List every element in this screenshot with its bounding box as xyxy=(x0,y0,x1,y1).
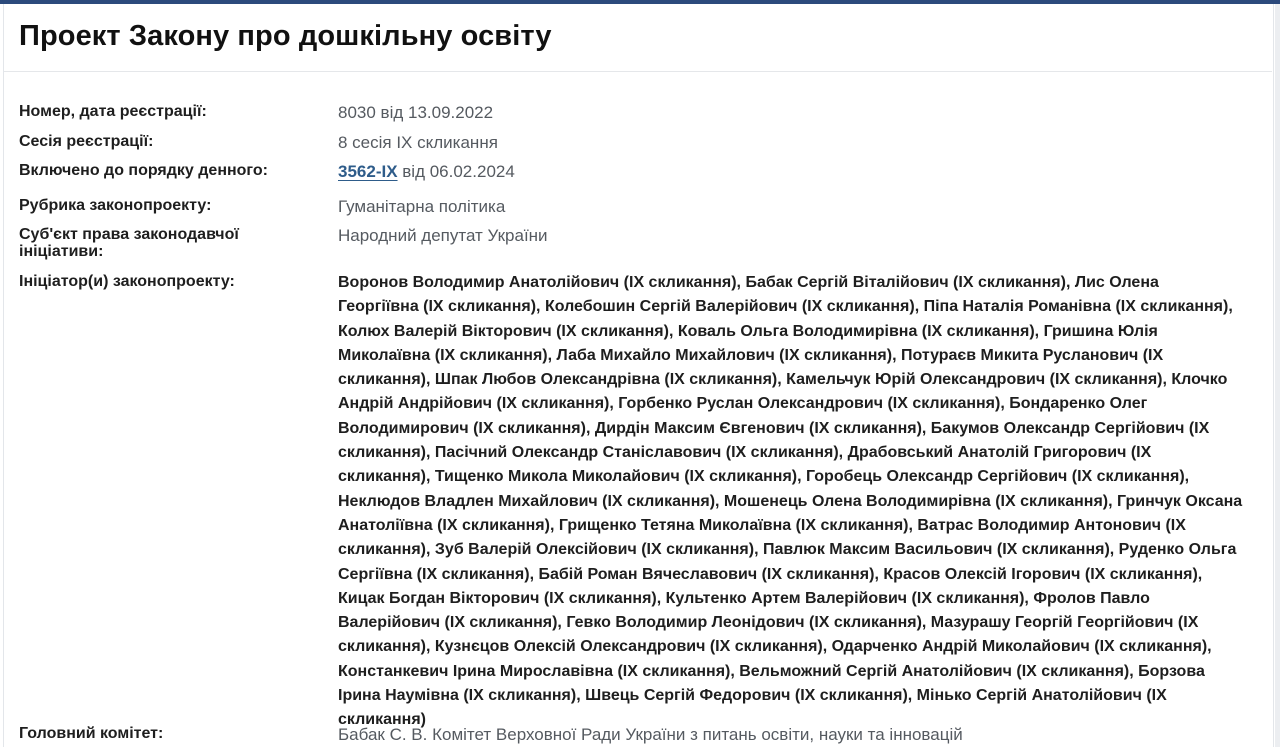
rubric-value: Гуманітарна політика xyxy=(338,197,506,216)
agenda-date: від 06.02.2024 xyxy=(397,162,515,181)
agenda-label: Включено до порядку денного: xyxy=(19,162,268,179)
subject-value: Народний депутат України xyxy=(338,226,548,245)
session-value: 8 сесія IX скликання xyxy=(338,133,498,152)
page-title: Проект Закону про дошкільну освіту xyxy=(19,20,552,52)
session-label: Сесія реєстрації: xyxy=(19,133,154,150)
subject-label: Суб'єкт права законодавчої ініціативи: xyxy=(19,226,239,260)
rubric-label: Рубрика законопроекту: xyxy=(19,197,212,214)
initiators-label: Ініціатор(и) законопроекту: xyxy=(19,273,235,290)
committee-label: Головний комітет: xyxy=(19,725,164,742)
agenda-value xyxy=(338,162,1248,182)
committee-value: Бабак С. В. Комітет Верховної Ради України з питань освіти, науки та інновацій xyxy=(338,725,963,744)
agenda-link[interactable]: 3562-IX xyxy=(338,162,398,181)
registration-value: 8030 від 13.09.2022 xyxy=(338,103,494,122)
title-divider xyxy=(4,71,1272,72)
initiators-list: Воронов Володимир Анатолійович (IX скликання), Бабак Сергій Віталійович (IX скликання), Лис Олена Георгіївна (IX скликання), Колебошин Сергій Валерійович (IX скликання), Піпа Наталія Романівна (IX скликання), Колюх Валерій Вікторович (IX скликання), Коваль Ольга Володимирівна (IX скликання), Гришина Юлія Миколаївна (IX скликання), Лаба Михайло Михайлович (IX скликання), Потураєв Микита Русланович (IX скликання), Шпак Любов Олександрівна (IX скликання), Камельчук Юрій Олександрович (IX скликання), Клочко Андрій Андрійович (IX скликання), Горбенко Руслан Олександрович (IX скликання), Бондаренко Олег Володимирович (IX скликання), Дирдін Максим Євгенович (IX скликання), Бакумов Олександр Сергійович (IX скликання), Пасічний Олександр Станіславович (IX скликання), Драбовський Анатолій Григорович (IX скликання), Тищенко Микола Миколайович (IX скликання), Горобець Олександр Сергійович (IX скликання), Неклюдов Владлен Михайлович (IX скликання), Мошенець Олена Володимирівна (IX скликання), Гринчук Оксана Анатоліївна (IX скликання), Грищенко Тетяна Миколаївна (IX скликання), Ватрас Володимир Антонович (IX скликання), Зуб Валерій Олексійович (IX скликання), Павлюк Максим Васильович (IX скликання), Руденко Ольга Сергіївна (IX скликання), Бабій Роман Вячеславович (IX скликання), Красов Олексій Ігорович (IX скликання), Кицак Богдан Вікторович (IX скликання), Культенко Артем Валерійович (IX скликання), Фролов Павло Валерійович (IX скликання), Гевко Володимир Леонідович (IX скликання), Мазурашу Георгій Георгійович (IX скликання), Кузнєцов Олексій Олександрович (IX скликання), Одарченко Андрій Миколайович (IX скликання), Констанкевич Ірина Мирославівна (IX скликання), Вельможний Сергій Анатолійович (IX скликання), Борзова Ірина Наумівна (IX скликання), Швець Сергій Федорович (IX скликання), Мінько Сергій Анатолійович (IX скликання) xyxy=(338,274,1243,729)
registration-label: Номер, дата реєстрації: xyxy=(19,103,207,120)
right-gutter xyxy=(1275,4,1280,747)
